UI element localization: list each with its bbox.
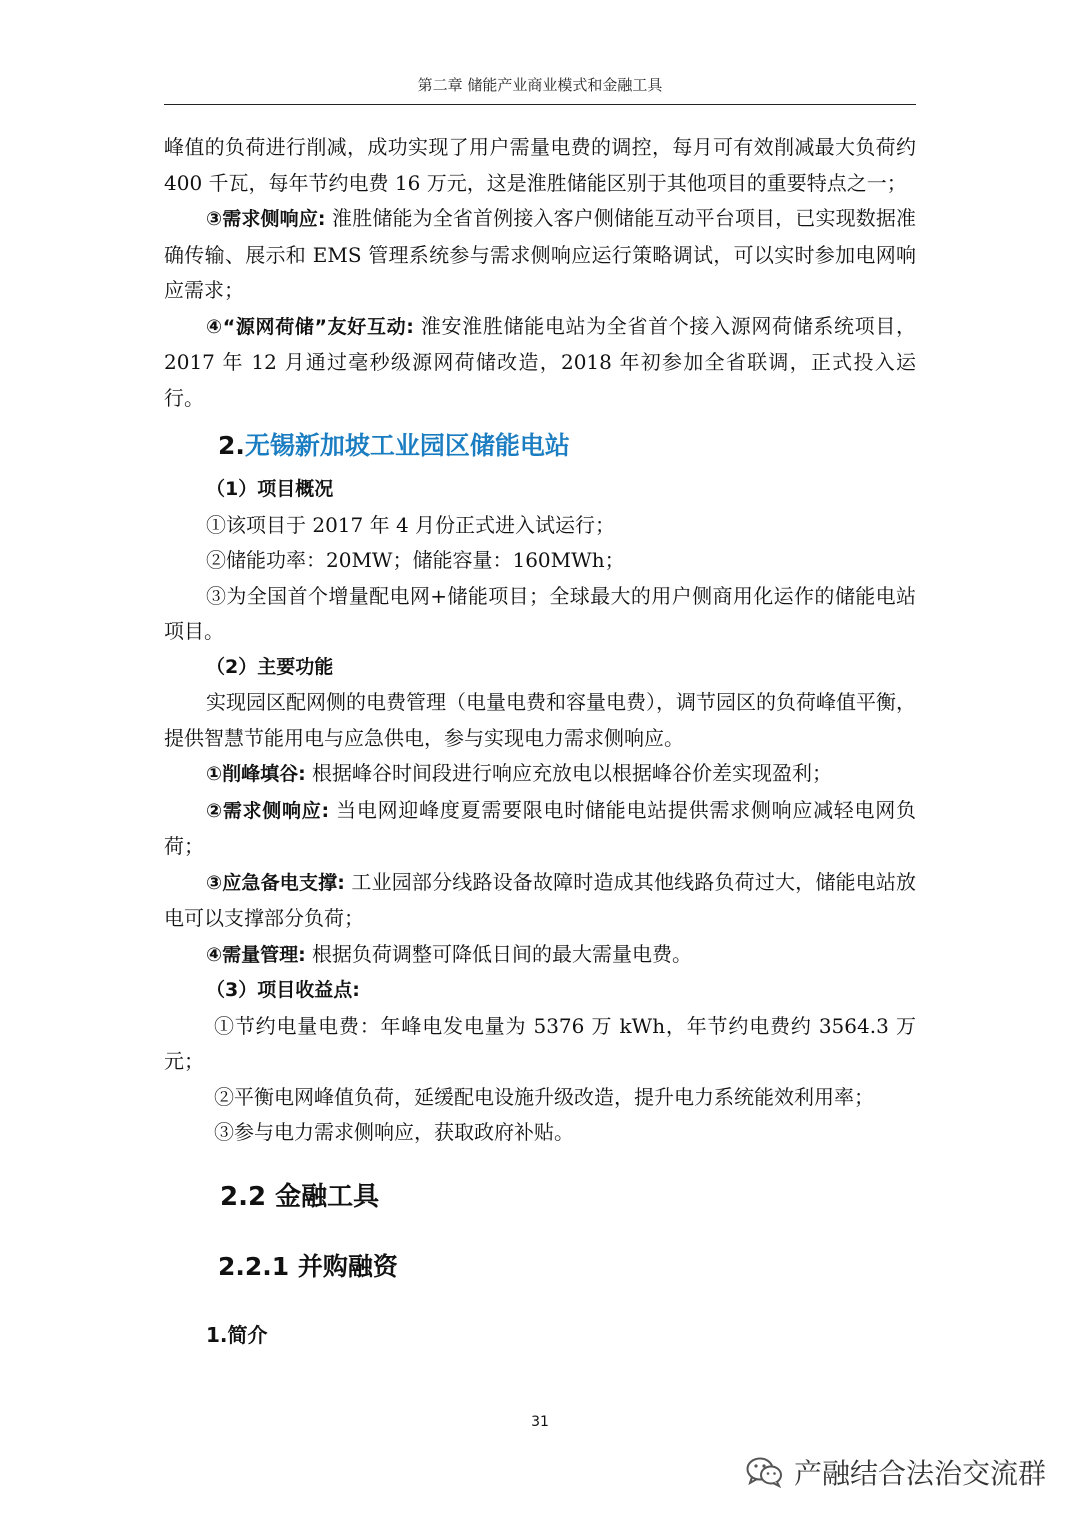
- heading-level-4: 1.简介: [206, 1322, 268, 1347]
- bold-label: ④需量管理:: [206, 943, 306, 966]
- running-header: 第二章 储能产业商业模式和金融工具: [417, 76, 663, 94]
- bold-label: ②需求侧响应:: [206, 799, 330, 822]
- list-item-text: 当电网迎峰度夏需要限电时储能电站提供需求侧响应减轻电网负荷；: [164, 797, 917, 858]
- list-item-text: 工业园部分线路设备故障时造成其他线路负荷过大，储能电站放电可以支撑部分负荷；: [164, 869, 917, 930]
- section-number: 2.: [218, 431, 245, 460]
- paragraph: [164, 201, 916, 309]
- list-item-text: 根据峰谷时间段进行响应充放电以根据峰谷价差实现盈利；: [305, 761, 833, 785]
- bold-label: ①削峰填谷:: [206, 763, 306, 785]
- list-item: ③参与电力需求侧响应，获取政府补贴。: [214, 1120, 574, 1144]
- wechat-icon: [746, 1456, 784, 1488]
- list-item: ②平衡电网峰值负荷，延缓配电设施升级改造，提升电力系统能效利用率；: [214, 1084, 874, 1109]
- list-item: ①节约电量电费：年峰电发电量为 5376 万 kWh，年节约电费约 3564.3 万元；: [164, 1013, 916, 1073]
- watermark: [746, 1452, 1046, 1492]
- header-rule: [164, 104, 916, 105]
- bold-label: ③应急备电支撑:: [206, 871, 345, 894]
- list-item: [164, 937, 916, 974]
- paragraph-text: 淮胜储能为全省首例接入客户侧储能互动平台项目，已实现数据准确传输、展示和 EMS 管理系统参与需求侧响应运行策略调试，可以实时参加电网响应需求；: [164, 206, 917, 302]
- subheading: （2）主要功能: [206, 655, 334, 678]
- list-item: ③为全国首个增量配电网+储能项目；全球最大的用户侧商用化运作的储能电站项目。: [164, 583, 916, 643]
- bold-label: ③需求侧响应:: [206, 208, 326, 230]
- list-item: [164, 865, 916, 937]
- list-item: ①该项目于 2017 年 4 月份正式进入试运行；: [206, 512, 616, 537]
- paragraph: 峰值的负荷进行削减，成功实现了用户需量电费的调控，每月可有效削减最大负荷约 400 千瓦，每年节约电费 16 万元，这是淮胜储能区别于其他项目的重要特点之一；: [164, 135, 916, 195]
- list-item: [164, 793, 916, 865]
- watermark-text: 产融结合法治交流群: [793, 1457, 1046, 1490]
- paragraph: 实现园区配网侧的电费管理（电量电费和容量电费），调节园区的负荷峰值平衡，提供智慧节能用电与应急供电，参与实现电力需求侧响应。: [164, 690, 916, 750]
- list-item: ②储能功率：20MW；储能容量：160MWh；: [206, 548, 625, 572]
- section-heading: [218, 426, 916, 466]
- page-body: [164, 130, 916, 1355]
- page-number: 31: [531, 1414, 549, 1430]
- paragraph: [164, 309, 916, 417]
- list-item: [164, 756, 916, 793]
- paragraph-text: 淮安淮胜储能电站为全省首个接入源网荷储系统项目，2017 年 12 月通过毫秒级源网荷储改造，2018 年初参加全省联调，正式投入运行。: [164, 313, 916, 410]
- section-title: 无锡新加坡工业园区储能电站: [244, 431, 570, 460]
- list-item-text: 根据负荷调整可降低日间的最大需量电费。: [305, 941, 693, 966]
- heading-level-3: 2.2.1 并购融资: [218, 1251, 398, 1281]
- heading-level-2: 2.2 金融工具: [220, 1181, 380, 1212]
- subheading: （1）项目概况: [206, 478, 334, 500]
- bold-label: ④“源网荷储”友好互动:: [206, 315, 414, 338]
- subheading: （3）项目收益点:: [206, 979, 360, 1001]
